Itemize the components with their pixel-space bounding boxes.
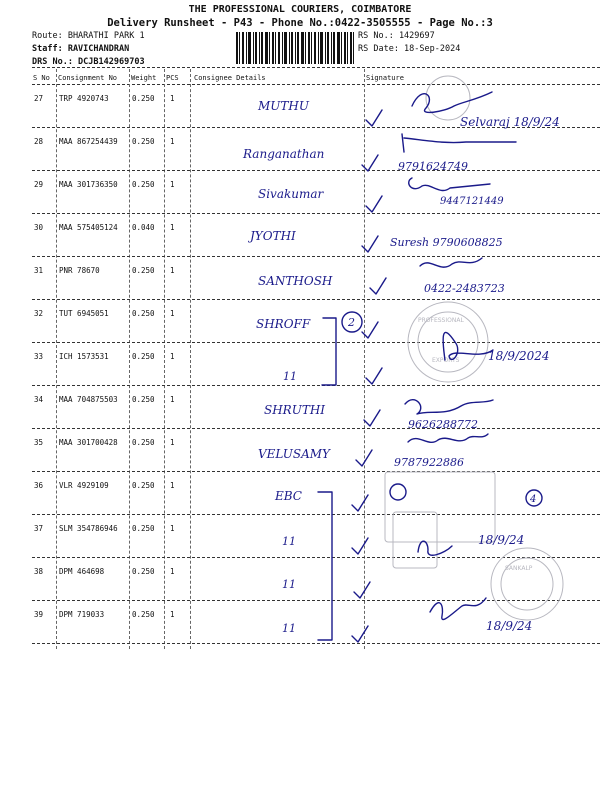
staff-label: Staff: RAVICHANDRAN (32, 44, 130, 54)
tick-mark (370, 278, 386, 294)
row-weight: 0.250 (132, 610, 155, 619)
col-header-signature: Signature (366, 74, 404, 82)
signature: 18/9/24 (486, 619, 533, 633)
signature: 9447121449 (440, 196, 504, 207)
consignee-name: 11 (283, 370, 297, 383)
consignee-name: SANTHOSH (258, 274, 333, 288)
row-pcs: 1 (170, 309, 175, 318)
row-pcs: 1 (170, 567, 175, 576)
stamp-text: EXPORTS (432, 357, 460, 364)
row-sno: 35 (34, 438, 44, 447)
col-header-weight: Weight (131, 74, 157, 82)
signature (402, 134, 516, 152)
row-pcs: 1 (170, 395, 175, 404)
signature (420, 258, 482, 267)
circled-number (342, 312, 362, 332)
signature: Selvaraj 18/9/24 (460, 115, 560, 129)
company-title: THE PROFESSIONAL COURIERS, COIMBATORE (188, 4, 412, 15)
signature (405, 400, 493, 414)
signature: 18/9/24 (478, 533, 525, 547)
signature: 0422-2483723 (424, 282, 505, 295)
row-sno: 37 (34, 524, 44, 533)
consignee-name: JYOTHI (250, 229, 296, 243)
tick-mark (362, 322, 378, 338)
rs-number: RS No.: 1429697 (358, 31, 435, 41)
consignee-name: 11 (282, 622, 296, 635)
row-weight: 0.250 (132, 266, 155, 275)
bracket-mark (322, 318, 336, 385)
row-weight: 0.250 (132, 180, 155, 189)
svg-text:4: 4 (530, 494, 537, 505)
row-sno: 27 (34, 94, 44, 103)
row-sno: 34 (34, 395, 44, 404)
tick-mark (354, 582, 370, 598)
tick-mark (352, 626, 368, 642)
row-consignment: ICH 1573531 (59, 352, 109, 361)
row-sno: 39 (34, 610, 44, 619)
row-consignment: DPM 719033 (59, 610, 105, 619)
row-weight: 0.250 (132, 481, 155, 490)
col-header-consignment: Consignment No (58, 74, 118, 82)
route-label: Route: BHARATHI PARK 1 (32, 31, 145, 41)
row-sno: 33 (34, 352, 44, 361)
col-header-sno: S No (33, 74, 50, 82)
row-consignment: MAA 301736350 (59, 180, 118, 189)
row-consignment: PNR 78670 (59, 266, 100, 275)
col-header-consignee: Consignee Details (194, 74, 266, 82)
tick-mark (352, 495, 368, 511)
row-sno: 28 (34, 137, 44, 146)
row-sno: 30 (34, 223, 44, 232)
row-pcs: 1 (170, 180, 175, 189)
row-sno: 38 (34, 567, 44, 576)
row-pcs: 1 (170, 94, 175, 103)
row-consignment: VLR 4929109 (59, 481, 109, 490)
row-pcs: 1 (170, 352, 175, 361)
row-consignment: MAA 301700428 (59, 438, 118, 447)
consignee-name: SHRUTHI (264, 403, 326, 417)
signature (412, 92, 492, 112)
drs-number: DRS No.: DCJB142969703 (32, 57, 145, 67)
row-weight: 0.250 (132, 395, 155, 404)
row-pcs: 1 (170, 524, 175, 533)
row-weight: 0.250 (132, 137, 155, 146)
tick-mark (362, 236, 378, 252)
tick-mark (366, 110, 382, 126)
row-pcs: 1 (170, 137, 175, 146)
consignee-name: MUTHU (258, 99, 309, 113)
row-weight: 0.250 (132, 438, 155, 447)
row-pcs: 1 (170, 266, 175, 275)
signature (409, 178, 490, 191)
row-weight: 0.250 (132, 567, 155, 576)
row-weight: 0.040 (132, 223, 155, 232)
row-sno: 31 (34, 266, 44, 275)
stamp-circle (385, 76, 563, 620)
circled-number (526, 490, 542, 506)
row-pcs: 1 (170, 223, 175, 232)
row-consignment: DPM 464698 (59, 567, 105, 576)
row-consignment: SLM 354786946 (59, 524, 118, 533)
row-consignment: MAA 575405124 (59, 223, 118, 232)
tick-mark (366, 196, 382, 212)
consignee-name: 11 (282, 578, 296, 591)
consignee-name: EBC (275, 489, 302, 503)
row-pcs: 1 (170, 481, 175, 490)
row-pcs: 1 (170, 610, 175, 619)
stamp-text: PROFESSIONAL (418, 317, 464, 324)
signature: 18/9/2024 (488, 349, 550, 363)
row-consignment: TUT 6945051 (59, 309, 109, 318)
tick-mark (366, 368, 382, 384)
signature: 9787922886 (394, 456, 464, 469)
tick-mark (362, 155, 378, 171)
signature: 9626288772 (408, 418, 478, 431)
svg-text:2: 2 (348, 316, 355, 329)
consignee-name: VELUSAMY (258, 447, 330, 461)
tick-mark (352, 538, 368, 554)
signature: 9791624749 (398, 160, 468, 173)
row-consignment: MAA 867254439 (59, 137, 118, 146)
row-consignment: MAA 704875503 (59, 395, 118, 404)
rs-date: RS Date: 18-Sep-2024 (358, 44, 461, 54)
signature (430, 598, 486, 620)
signature: Suresh 9790608825 (390, 236, 503, 249)
row-sno: 29 (34, 180, 44, 189)
runsheet-subtitle: Delivery Runsheet - P43 - Phone No.:0422-3505555 - Page No.:3 (107, 17, 493, 29)
consignee-name: Ranganathan (243, 147, 325, 161)
stamp-text: SANKALP (505, 565, 533, 572)
row-consignment: TRP 4920743 (59, 94, 109, 103)
row-weight: 0.250 (132, 94, 155, 103)
row-sno: 32 (34, 309, 44, 318)
consignee-name: SHROFF (256, 317, 311, 331)
row-weight: 0.250 (132, 524, 155, 533)
col-header-pcs: PCS (166, 74, 179, 82)
row-weight: 0.250 (132, 309, 155, 318)
tick-mark (364, 410, 380, 426)
row-weight: 0.250 (132, 352, 155, 361)
signature (418, 541, 452, 555)
consignee-name: 11 (282, 535, 296, 548)
circled-number (390, 484, 406, 500)
consignee-name: Sivakumar (258, 187, 324, 201)
row-pcs: 1 (170, 438, 175, 447)
bracket-mark (318, 492, 332, 640)
tick-mark (356, 450, 372, 466)
signature (408, 434, 488, 442)
row-sno: 36 (34, 481, 44, 490)
